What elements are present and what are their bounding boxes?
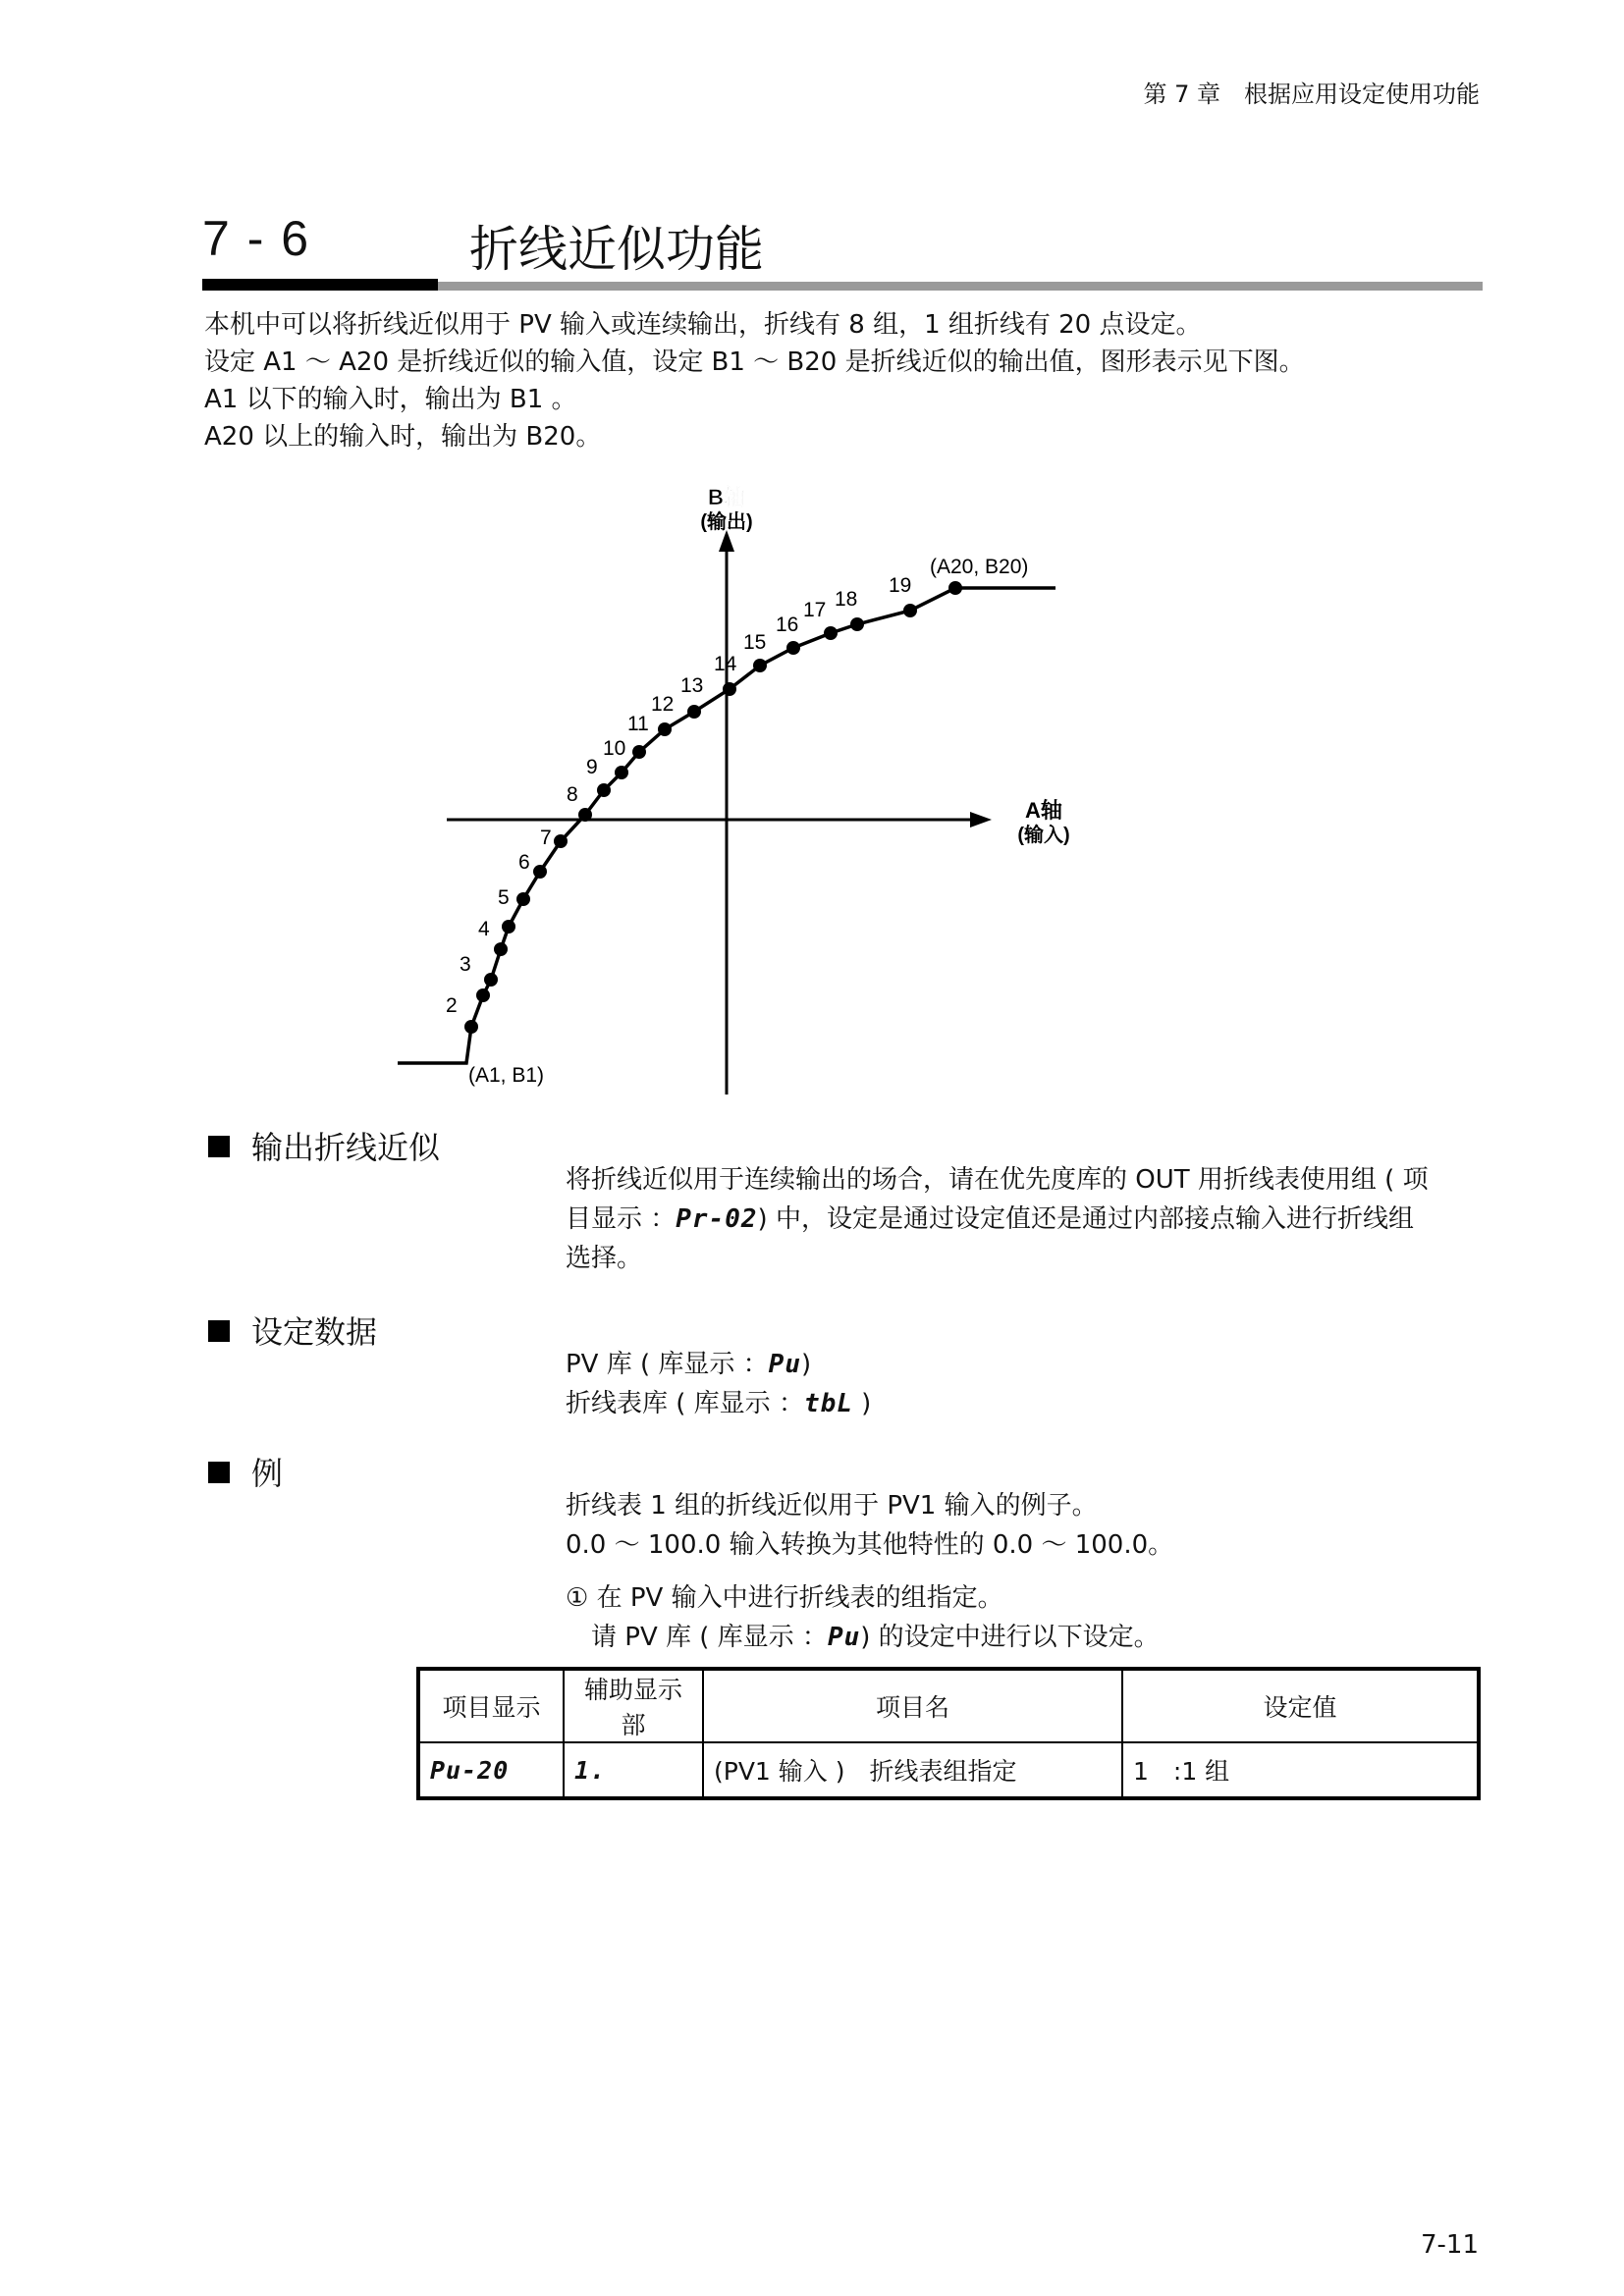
point-label: 8 bbox=[567, 783, 578, 806]
example-step: 请 PV 库 ( 库显示 ：Pu) 的设定中进行以下设定。 bbox=[566, 1623, 1160, 1652]
point-label: 9 bbox=[586, 756, 598, 778]
point-label: 7 bbox=[540, 827, 552, 849]
point-label: 5 bbox=[498, 886, 510, 909]
table-header: 设定值 bbox=[1122, 1669, 1479, 1742]
intro-line: 本机中可以将折线近似用于 PV 输入或连续输出，折线有 8 组，1 组折线有 20 点设定。 bbox=[204, 310, 1202, 340]
setting-line: 折线表库 ( 库显示 ：tbL ) bbox=[566, 1389, 872, 1418]
x-axis-label: A轴 bbox=[1025, 798, 1062, 823]
table-cell-item: Pu-20 bbox=[418, 1742, 564, 1798]
output-line: 选择。 bbox=[566, 1244, 643, 1273]
section-number: 7 - 6 bbox=[202, 211, 311, 266]
seg-display: Pr-02 bbox=[676, 1204, 758, 1234]
title-rule-black bbox=[202, 279, 438, 291]
point-label: 3 bbox=[460, 953, 471, 976]
chapter-header: 第 7 章 根据应用设定使用功能 bbox=[1143, 80, 1480, 108]
point-label: 13 bbox=[680, 674, 704, 697]
intro-line: A20 以上的输入时，输出为 B20。 bbox=[204, 422, 602, 452]
intro-paragraph bbox=[204, 306, 1305, 455]
output-line: 目显示 ：Pr-02) 中，设定是通过设定值还是通过内部接点输入进行折线组 bbox=[566, 1204, 1414, 1234]
point-label: 19 bbox=[889, 574, 912, 597]
table-row bbox=[418, 1742, 1479, 1798]
bullet-square-icon bbox=[208, 1136, 230, 1157]
table-header: 辅助显示部 bbox=[564, 1669, 703, 1742]
intro-line: A1 以下的输入时，输出为 B1 。 bbox=[204, 385, 577, 414]
section-title: 折线近似功能 bbox=[469, 221, 764, 278]
point-labels bbox=[446, 574, 911, 1017]
example-step: ① 在 PV 输入中进行折线表的组指定。 bbox=[566, 1583, 1003, 1613]
output-heading bbox=[208, 1123, 440, 1168]
y-axis bbox=[719, 530, 734, 1095]
point-label: 18 bbox=[835, 588, 858, 611]
bullet-square-icon bbox=[208, 1320, 230, 1342]
example-heading-text: 例 bbox=[251, 1455, 284, 1492]
y-axis-label: B轴 bbox=[708, 485, 745, 509]
point-label: 14 bbox=[714, 653, 737, 675]
example-heading bbox=[208, 1449, 283, 1494]
setting-paragraph bbox=[566, 1345, 871, 1423]
x-axis bbox=[447, 812, 992, 828]
point-label: 16 bbox=[776, 614, 799, 636]
table-header-row bbox=[418, 1669, 1479, 1742]
example-line: 折线表 1 组的折线近似用于 PV1 输入的例子。 bbox=[566, 1491, 1098, 1521]
table-header: 项目显示 bbox=[418, 1669, 564, 1742]
setting-heading-text: 设定数据 bbox=[251, 1313, 378, 1351]
point-label: 4 bbox=[478, 918, 490, 940]
end-point-label: (A20, B20) bbox=[930, 556, 1029, 578]
example-paragraph bbox=[566, 1486, 1173, 1657]
start-point-label: (A1, B1) bbox=[468, 1064, 545, 1087]
example-line: 0.0 ～ 100.0 输入转换为其他特性的 0.0 ～ 100.0。 bbox=[566, 1530, 1174, 1560]
seg-display: tbL bbox=[803, 1389, 853, 1418]
polyline-figure bbox=[388, 481, 1095, 1109]
point-label: 2 bbox=[446, 994, 458, 1017]
intro-line: 设定 A1 ～ A20 是折线近似的输入值，设定 B1 ～ B20 是折线近似的输出值，图形表示见下图。 bbox=[204, 347, 1305, 377]
curve-points bbox=[464, 581, 962, 1034]
bullet-square-icon bbox=[208, 1462, 230, 1483]
output-line: 将折线近似用于连续输出的场合，请在优先度库的 OUT 用折线表使用组 ( 项 bbox=[566, 1165, 1429, 1195]
table-header: 项目名 bbox=[703, 1669, 1122, 1742]
output-paragraph bbox=[566, 1160, 1489, 1278]
settings-table bbox=[416, 1667, 1481, 1800]
seg-display: Pu bbox=[768, 1350, 801, 1379]
x-axis-sublabel: (输入) bbox=[1017, 825, 1070, 846]
point-label: 10 bbox=[603, 737, 626, 760]
title-rule-gray bbox=[438, 282, 1483, 291]
table-cell-name: (PV1 输入 ) 折线表组指定 bbox=[703, 1742, 1122, 1798]
table-cell-aux: 1. bbox=[564, 1742, 703, 1798]
table-cell-value: 1 :1 组 bbox=[1122, 1742, 1479, 1798]
output-heading-text: 输出折线近似 bbox=[251, 1129, 441, 1166]
setting-line: PV 库 ( 库显示 ：Pu) bbox=[566, 1350, 812, 1379]
point-label: 17 bbox=[803, 599, 827, 621]
point-label: 15 bbox=[743, 631, 767, 654]
point-label: 12 bbox=[651, 693, 675, 716]
seg-display: Pu bbox=[827, 1623, 861, 1652]
point-label: 6 bbox=[518, 851, 530, 874]
point-label: 11 bbox=[627, 713, 649, 735]
page-number: 7-11 bbox=[1420, 2230, 1479, 2260]
y-axis-sublabel: (输出) bbox=[700, 511, 753, 533]
setting-heading bbox=[208, 1308, 377, 1353]
